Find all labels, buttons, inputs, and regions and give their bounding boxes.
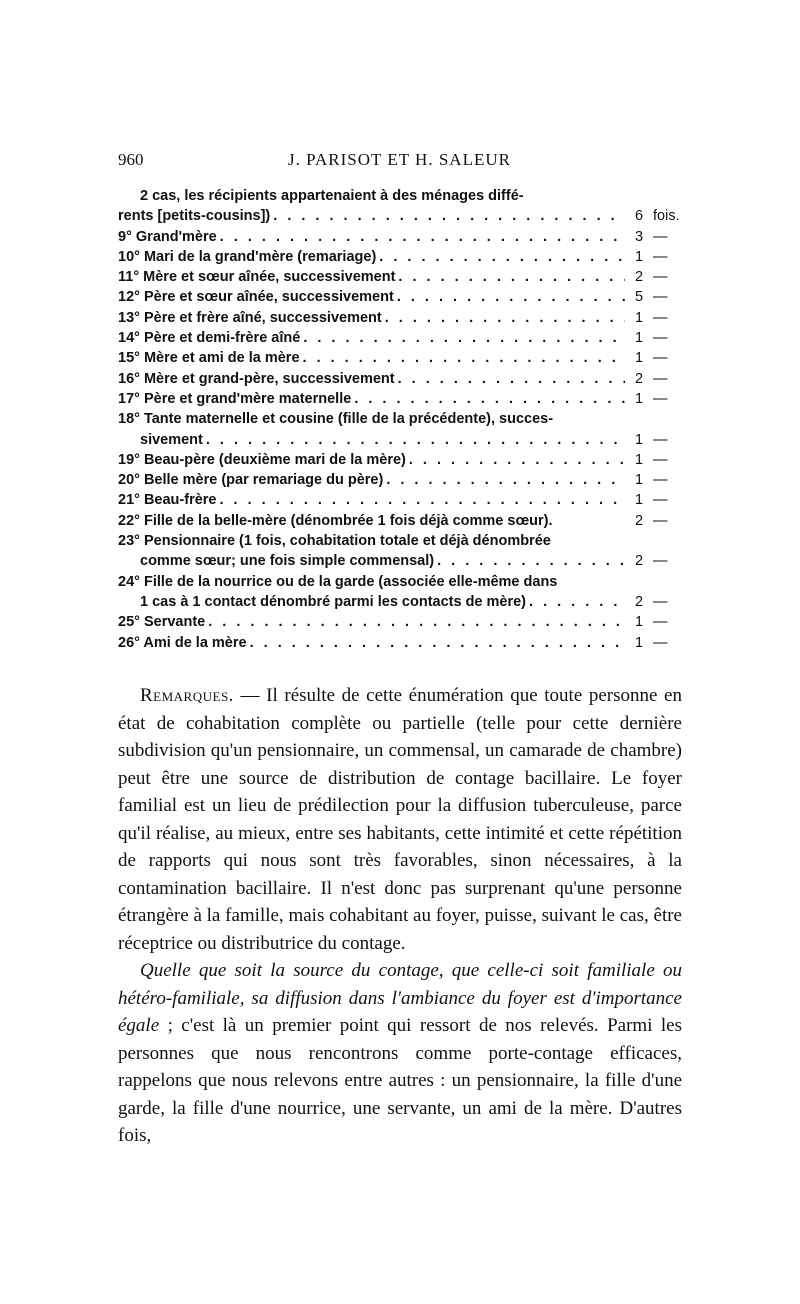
list-item-line: 2 cas, les récipients appartenaient à des ménages diffé- — [140, 188, 524, 204]
list-item-count: 1 — [634, 390, 644, 407]
list-item — [118, 470, 683, 490]
leader-dots — [303, 328, 625, 348]
list-item-tally — [625, 328, 683, 348]
list-item-unit: — — [653, 512, 668, 529]
list-item-line: 17° Père et grand'mère maternelle — [118, 390, 352, 407]
list-item-text — [118, 612, 625, 632]
list-item — [118, 186, 683, 227]
list-item-tally — [625, 612, 683, 632]
list-item-line: 26° Ami de la mère — [118, 634, 247, 651]
running-title: J. PARISOT ET H. SALEUR — [288, 150, 511, 169]
list-item-count: 1 — [634, 330, 644, 347]
list-item-count: 1 — [634, 472, 644, 489]
leader-dots — [385, 308, 625, 328]
list-item-line: 12° Père et sœur aînée, successivement — [118, 289, 394, 306]
list-item-text — [118, 369, 625, 389]
leader-dots — [219, 490, 625, 510]
list-item-count: 2 — [634, 553, 644, 570]
list-item-unit: — — [653, 472, 668, 489]
list-item-unit: — — [653, 451, 668, 468]
list-item-unit: — — [653, 634, 668, 651]
list-item-count: 1 — [634, 248, 644, 265]
leader-dots — [379, 247, 625, 267]
list-item-line: 22° Fille de la belle-mère (dénombrée 1 fois déjà comme sœur). — [118, 512, 553, 529]
list-item-tally — [625, 430, 683, 450]
list-item-unit: — — [653, 431, 668, 448]
list-item-line: 14° Père et demi-frère aîné — [118, 330, 301, 347]
remarks-text-1: — Il résulte de cette énumération que toute personne en état de cohabitation complète ou partielle (telle pour cette dernière subdivision qu'un pensionnaire, un commensal, un camarade de chambre) peut être une source de distribution de contage bacillaire. Le foyer familial est un lieu de prédilection pour la diffusion tuberculeuse, parce qu'il réalise, au mieux, entre ses habitants, cette intimité et cette répétition de rapports qui nous sont très favorables, sinon nécessaires, à la contamination bacillaire. Il n'est donc pas surprenant qu'une personne étrangère à la famille, mais cohabitant au foyer, puisse, suivant le cas, être réceptrice ou distributrice du contage. — [118, 685, 682, 954]
list-item-line: 15° Mère et ami de la mère — [118, 350, 300, 367]
list-item-tally — [625, 206, 683, 226]
list-item-unit: — — [653, 350, 668, 367]
list-item — [118, 531, 683, 572]
list-item-text — [118, 572, 625, 613]
list-item-line: 24° Fille de la nourrice ou de la garde (associée elle-même dans — [118, 573, 558, 590]
page-number: 960 — [118, 150, 144, 169]
list-item-unit: — — [653, 370, 668, 387]
page-header — [118, 150, 680, 172]
leader-dots — [303, 348, 625, 368]
list-item-text — [118, 470, 625, 490]
list-item-line: 18° Tante maternelle et cousine (fille de la précédente), succes- — [118, 411, 554, 428]
remarks-text-2: ; c'est là un premier point qui ressort de nos relevés. Parmi les personnes que nous rencontrons comme porte-contage efficaces, rappelons que nous relevons entre autres : un pensionnaire, la fille d'une garde, la fille d'une nourrice, une servante, un ami de la mère. D'autres fois, — [118, 1015, 682, 1146]
list-item-tally — [625, 267, 683, 287]
list-item-unit: fois. — [653, 208, 680, 225]
list-item-unit: — — [653, 553, 668, 570]
list-item — [118, 348, 683, 368]
leader-dots — [220, 227, 625, 247]
leader-dots — [398, 369, 625, 389]
list-item-text — [118, 308, 625, 328]
list-item-line: 9° Grand'mère — [118, 228, 217, 245]
remarks-lead: Remarques. — [140, 685, 234, 706]
list-item-line: 23° Pensionnaire (1 fois, cohabitation totale et déjà dénombrée — [118, 533, 551, 550]
list-item-line: 1 cas à 1 contact dénombré parmi les contacts de mère) — [140, 593, 527, 610]
list-item-text — [118, 633, 625, 653]
list-item-unit: — — [653, 593, 668, 610]
list-item — [118, 409, 683, 450]
list-item-line: 20° Belle mère (par remariage du père) — [118, 472, 384, 489]
list-item-tally — [625, 287, 683, 307]
list-item-line: 16° Mère et grand-père, successivement — [118, 370, 395, 387]
list-item-text — [118, 490, 625, 510]
list-item-count: 6 — [634, 208, 644, 225]
list-item — [118, 389, 683, 409]
list-item-count: 5 — [634, 289, 644, 306]
remarks-section — [118, 682, 682, 1150]
list-item — [118, 247, 683, 267]
leader-dots — [397, 287, 625, 307]
list-item-tally — [625, 308, 683, 328]
list-item-unit: — — [653, 390, 668, 407]
leader-dots — [398, 267, 625, 287]
list-item-text — [118, 450, 625, 470]
leader-dots — [250, 633, 625, 653]
list-item-unit: — — [653, 248, 668, 265]
list-item-line: 25° Servante — [118, 614, 206, 631]
leader-dots — [409, 450, 625, 470]
list-item-count: 1 — [634, 614, 644, 631]
list-item-tally — [625, 490, 683, 510]
list-item — [118, 633, 683, 653]
leader-dots — [437, 551, 625, 571]
list-item-text — [118, 247, 625, 267]
list-item-unit: — — [653, 492, 668, 509]
list-item-tally — [625, 470, 683, 490]
list-item-tally — [625, 633, 683, 653]
leader-dots — [206, 430, 625, 450]
list-item-count: 1 — [634, 431, 644, 448]
list-item-unit: — — [653, 228, 668, 245]
list-item-text — [118, 227, 625, 247]
list-item — [118, 287, 683, 307]
list-item-tally — [625, 389, 683, 409]
list-item-line: sivement — [140, 431, 203, 448]
list-item-line: comme sœur; une fois simple commensal) — [140, 553, 435, 570]
remarks-paragraph-1 — [118, 682, 682, 957]
leader-dots — [529, 592, 625, 612]
list-item-count: 2 — [634, 593, 644, 610]
list-item-line: rents [petits-cousins]) — [118, 208, 271, 225]
list-item-text — [118, 287, 625, 307]
list-item-unit: — — [653, 269, 668, 286]
list-item-unit: — — [653, 614, 668, 631]
list-item — [118, 328, 683, 348]
remarks-italic: Quelle que soit la source du contage, que celle-ci soit familiale ou hétéro-familiale, sa diffusion dans l'ambiance du foyer est d'importance égale — [118, 960, 682, 1036]
list-item — [118, 572, 683, 613]
remarks-paragraph-2 — [118, 957, 682, 1150]
list-item-count: 1 — [634, 634, 644, 651]
list-item-count: 2 — [634, 512, 644, 529]
list-item-line: 21° Beau-frère — [118, 492, 217, 509]
list-item — [118, 490, 683, 510]
list-item-text — [118, 267, 625, 287]
list-item-tally — [625, 450, 683, 470]
list-item-unit: — — [653, 309, 668, 326]
list-item-line: 13° Père et frère aîné, successivement — [118, 309, 382, 326]
leader-dots — [354, 389, 625, 409]
list-item-unit: — — [653, 289, 668, 306]
list-item-text — [118, 409, 625, 450]
list-item-count: 1 — [634, 350, 644, 367]
list-item-text — [118, 186, 625, 227]
list-item-line: 19° Beau-père (deuxième mari de la mère) — [118, 451, 406, 468]
list-item-text — [118, 348, 625, 368]
list-item-text — [118, 328, 625, 348]
list-item-tally — [625, 227, 683, 247]
list-item — [118, 612, 683, 632]
list-item-text — [118, 389, 625, 409]
list-item-text — [118, 511, 625, 531]
list-item-text — [118, 531, 625, 572]
enumeration-list — [118, 186, 683, 653]
list-item — [118, 308, 683, 328]
list-item-count: 3 — [634, 228, 644, 245]
list-item-tally — [625, 551, 683, 571]
list-item-count: 1 — [634, 451, 644, 468]
leader-dots — [208, 612, 625, 632]
list-item-line: 10° Mari de la grand'mère (remariage) — [118, 248, 377, 265]
list-item-count: 1 — [634, 309, 644, 326]
list-item — [118, 267, 683, 287]
list-item-tally — [625, 369, 683, 389]
list-item — [118, 450, 683, 470]
list-item — [118, 369, 683, 389]
list-item-line: 11° Mère et sœur aînée, successivement — [118, 269, 396, 286]
leader-dots — [386, 470, 625, 490]
list-item-tally — [625, 348, 683, 368]
list-item-count: 2 — [634, 269, 644, 286]
list-item — [118, 511, 683, 531]
list-item-tally — [625, 592, 683, 612]
list-item-unit: — — [653, 330, 668, 347]
list-item-count: 2 — [634, 370, 644, 387]
list-item-tally — [625, 511, 683, 531]
leader-dots — [273, 206, 625, 226]
list-item — [118, 227, 683, 247]
list-item-tally — [625, 247, 683, 267]
list-item-count: 1 — [634, 492, 644, 509]
